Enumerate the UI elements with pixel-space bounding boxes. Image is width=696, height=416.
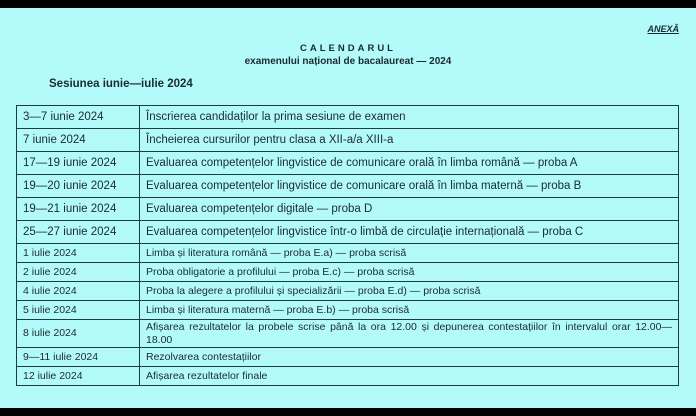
row-date: 17—19 iunie 2024 — [17, 152, 140, 175]
row-event: Evaluarea competențelor lingvistice de comunicare orală în limba română — proba A — [140, 152, 679, 175]
document-page — [0, 8, 696, 408]
session-heading: Sesiunea iunie—iulie 2024 — [49, 78, 193, 90]
table-row — [17, 106, 679, 129]
document-subtitle: examenului național de bacalaureat — 2024 — [244, 56, 452, 67]
row-event: Evaluarea competențelor digitale — proba D — [140, 198, 679, 221]
row-event: Încheierea cursurilor pentru clasa a XII-a/a XIII-a — [140, 129, 679, 152]
row-date: 9—11 iulie 2024 — [17, 348, 140, 367]
table-row — [17, 348, 679, 367]
row-event: Limba și literatura română — proba E.a) — proba scrisă — [140, 244, 679, 263]
table-row — [17, 320, 679, 348]
row-date: 2 iulie 2024 — [17, 263, 140, 282]
row-date: 25—27 iunie 2024 — [17, 221, 140, 244]
table-row — [17, 129, 679, 152]
row-date: 8 iulie 2024 — [17, 320, 140, 348]
annex-label: ANEXĂ — [647, 24, 679, 34]
row-event: Rezolvarea contestațiilor — [140, 348, 679, 367]
schedule-table — [16, 105, 679, 386]
table-row — [17, 282, 679, 301]
row-date: 19—20 iunie 2024 — [17, 175, 140, 198]
row-event: Evaluarea competențelor lingvistice de comunicare orală în limba maternă — proba B — [140, 175, 679, 198]
row-event: Proba la alegere a profilului și specializării — proba E.d) — proba scrisă — [140, 282, 679, 301]
row-event: Evaluarea competențelor lingvistice într-o limbă de circulație internațională — proba C — [140, 221, 679, 244]
table-row — [17, 263, 679, 282]
table-row — [17, 367, 679, 386]
table-row — [17, 244, 679, 263]
row-event: Proba obligatorie a profilului — proba E.c) — proba scrisă — [140, 263, 679, 282]
row-date: 19—21 iunie 2024 — [17, 198, 140, 221]
row-date: 3—7 iunie 2024 — [17, 106, 140, 129]
row-event: Afișarea rezultatelor la probele scrise până la ora 12.00 și depunerea contestațiilor în intervalul orar 12.00—18.00 — [140, 320, 679, 348]
table-row — [17, 175, 679, 198]
table-row — [17, 198, 679, 221]
row-event: Limba și literatura maternă — proba E.b) — proba scrisă — [140, 301, 679, 320]
table-row — [17, 152, 679, 175]
table-row — [17, 301, 679, 320]
document-title: CALENDARUL — [300, 43, 396, 54]
row-date: 12 iulie 2024 — [17, 367, 140, 386]
table-row — [17, 221, 679, 244]
row-event: Înscrierea candidaților la prima sesiune de examen — [140, 106, 679, 129]
row-date: 1 iulie 2024 — [17, 244, 140, 263]
row-date: 4 iulie 2024 — [17, 282, 140, 301]
row-date: 5 iulie 2024 — [17, 301, 140, 320]
row-date: 7 iunie 2024 — [17, 129, 140, 152]
row-event: Afișarea rezultatelor finale — [140, 367, 679, 386]
